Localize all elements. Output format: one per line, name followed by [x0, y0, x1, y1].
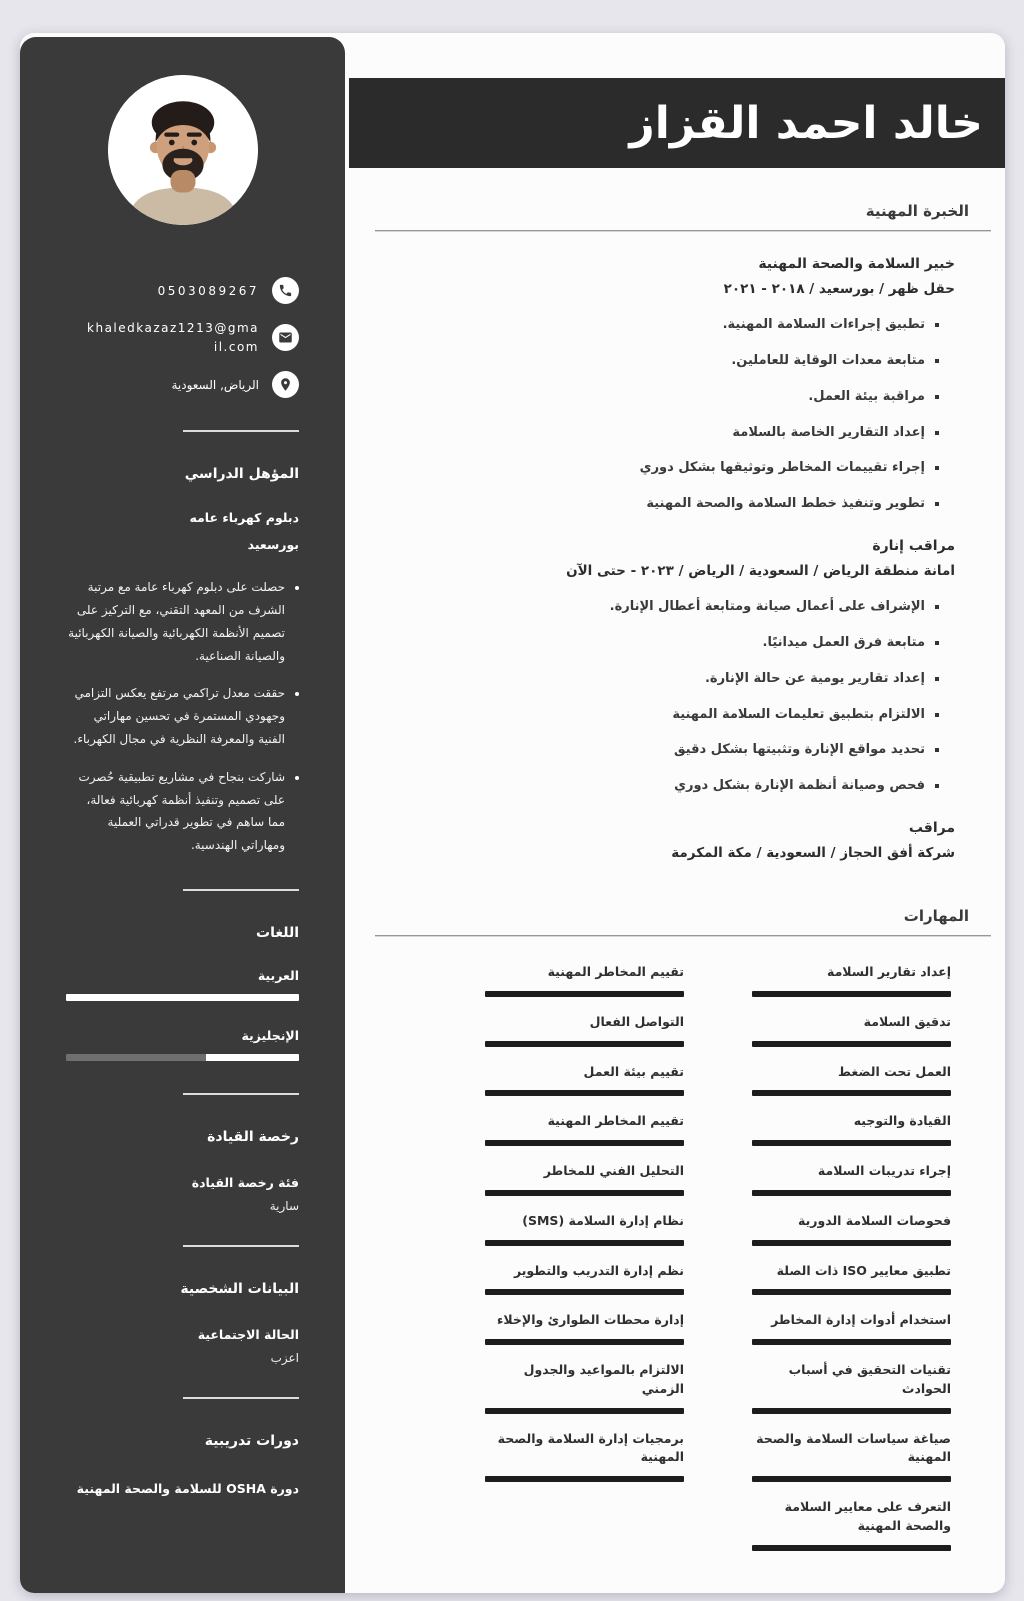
contact-phone-row	[66, 277, 299, 304]
skill-label: التحليل الفني للمخاطر	[543, 1163, 684, 1179]
skill-item	[485, 1112, 684, 1146]
skill-item	[752, 1013, 951, 1047]
email-address: khaledkazaz1213@gmail.com	[87, 321, 259, 354]
job-duty-item: إعداد تقارير يومية عن حالة الإنارة.	[375, 670, 941, 689]
skill-label: تدقيق السلامة	[863, 1013, 951, 1029]
section-divider	[375, 230, 991, 232]
skill-level-bar	[752, 1289, 951, 1295]
skill-label: القيادة والتوجيه	[853, 1113, 951, 1129]
license-status: سارية	[269, 1198, 299, 1213]
phone-number: 0503089267	[157, 283, 259, 298]
education-section	[66, 466, 299, 857]
job-duties-list	[375, 316, 941, 514]
skill-level-bar	[752, 1339, 951, 1345]
sidebar-divider	[183, 430, 299, 432]
job-title: خبير السلامة والصحة المهنية	[758, 256, 955, 272]
driving-license-section-title: رخصة القيادة	[207, 1128, 299, 1145]
job-duty-item: الإشراف على أعمال صيانة ومتابعة أعطال الإنارة.	[375, 598, 941, 617]
section-divider	[375, 935, 991, 937]
driving-license-section	[66, 1129, 299, 1213]
language-item	[66, 968, 299, 1001]
skill-item	[485, 1162, 684, 1196]
skill-level-bar	[485, 1190, 684, 1196]
skill-item	[485, 1063, 684, 1097]
personal-data-section-title: البيانات الشخصية	[180, 1280, 299, 1297]
courses-section	[66, 1433, 299, 1499]
job-title: مراقب إنارة	[872, 538, 955, 555]
sidebar	[20, 37, 345, 1593]
skill-label: تطبيق معايير ISO ذات الصلة	[776, 1262, 951, 1278]
skill-item	[752, 963, 951, 997]
skill-level-bar	[752, 1140, 951, 1146]
skill-item	[752, 1430, 951, 1483]
skill-label: إعداد تقارير السلامة	[826, 964, 951, 980]
language-name: الإنجليزية	[241, 1027, 299, 1043]
courses-list	[66, 1479, 299, 1499]
job-duty-item: مراقبة بيئة العمل.	[375, 388, 941, 407]
skill-level-bar	[752, 1190, 951, 1196]
education-bullet: حققت معدل تراكمي مرتفع يعكس التزامي وجهودي المستمرة في تحسين مهاراتي الفنية والمعرفة النظرية في مجال الكهرباء.	[66, 682, 299, 750]
experience-section-title: الخبرة المهنية	[865, 202, 969, 220]
personal-data-section	[66, 1281, 299, 1365]
job-duty-item: تطوير وتنفيذ خطط السلامة والصحة المهنية	[375, 495, 941, 514]
skill-label: تقييم بيئة العمل	[583, 1063, 684, 1079]
skills-section-title: المهارات	[903, 907, 969, 926]
contact-email-row	[66, 319, 299, 356]
job-duty-item: إعداد التقارير الخاصة بالسلامة	[375, 424, 941, 443]
languages-section-title: اللغات	[256, 924, 299, 941]
education-bullet: شاركت بنجاح في مشاريع تطبيقية حُصرت على تصميم وتنفيذ أنظمة كهربائية فعالة، مما ساهم في تطوير قدراتي العملية ومهاراتي الهندسية.	[66, 766, 299, 857]
marital-status-label: الحالة الاجتماعية	[197, 1326, 299, 1342]
jobs-list	[375, 256, 991, 861]
location-pin-icon	[272, 371, 299, 398]
skill-level-bar	[485, 1339, 684, 1345]
skill-label: استخدام أدوات إدارة المخاطر	[771, 1312, 951, 1328]
skill-label: تقييم المخاطر المهنية	[547, 1113, 684, 1129]
skill-level-bar	[485, 1041, 684, 1047]
language-bar-fill	[66, 994, 299, 1001]
skill-item	[485, 1013, 684, 1047]
skill-item	[752, 1112, 951, 1146]
skill-item	[485, 963, 684, 997]
education-place: بورسعيد	[247, 537, 299, 553]
location-text: الرياض, السعودية	[171, 377, 259, 392]
skill-level-bar	[752, 1041, 951, 1047]
skill-label: نظام إدارة السلامة (SMS)	[522, 1212, 684, 1228]
sidebar-divider	[183, 1397, 299, 1399]
candidate-name: خالد احمد القزاز	[629, 97, 983, 149]
skill-label: صياغة سياسات السلامة والصحة المهنية	[756, 1430, 951, 1465]
skill-item	[752, 1361, 951, 1414]
skill-level-bar	[752, 991, 951, 997]
education-degree: دبلوم كهرباء عامه	[189, 510, 299, 526]
skill-item	[752, 1262, 951, 1296]
profile-photo-frame	[108, 75, 258, 225]
sidebar-divider	[183, 1093, 299, 1095]
sidebar-divider	[183, 1245, 299, 1247]
skill-level-bar	[485, 991, 684, 997]
job-meta: شركة أفق الحجاز / السعودية / مكة المكرمة	[671, 845, 955, 862]
skill-label: الالتزام بالمواعيد والجدول الزمني	[523, 1362, 684, 1396]
skill-level-bar	[752, 1090, 951, 1096]
skill-item	[485, 1311, 684, 1345]
skill-label: إدارة محطات الطوارئ والإخلاء	[497, 1312, 684, 1328]
skill-level-bar	[485, 1289, 684, 1295]
language-name: العربية	[257, 967, 299, 983]
skill-level-bar	[752, 1545, 951, 1551]
job-duties-list	[375, 598, 941, 796]
education-bullets	[66, 576, 299, 857]
phone-icon	[272, 277, 299, 304]
skill-item	[485, 1361, 684, 1414]
skill-label: التعرف على معايير السلامة والصحة المهنية	[784, 1499, 951, 1533]
skill-label: فحوصات السلامة الدورية	[797, 1212, 951, 1228]
job-duty-item: إجراء تقييمات المخاطر وتوثيقها بشكل دوري	[375, 459, 941, 478]
skill-label: برمجيات إدارة السلامة والصحة المهنية	[497, 1430, 684, 1465]
job-duty-item: متابعة فرق العمل ميدانيًا.	[375, 634, 941, 653]
contact-block	[66, 277, 299, 398]
skill-level-bar	[752, 1476, 951, 1482]
skill-level-bar	[752, 1240, 951, 1246]
skill-level-bar	[485, 1408, 684, 1414]
job-entry	[375, 820, 955, 861]
job-entry	[375, 256, 955, 514]
contact-location-row	[66, 371, 299, 398]
job-duty-item: متابعة معدات الوقاية للعاملين.	[375, 352, 941, 371]
education-bullet: حصلت على دبلوم كهرباء عامة مع مرتبة الشرف من المعهد التقني، مع التركيز على تصميم الأنظمة الكهربائية والصيانة الكهربائية والصيانة الصناعية.	[66, 576, 299, 667]
name-banner	[349, 78, 1005, 168]
sidebar-divider	[183, 889, 299, 891]
envelope-icon	[272, 324, 299, 351]
language-bar-fill	[206, 1054, 299, 1061]
cv-page	[20, 33, 1005, 1593]
experience-section	[375, 202, 991, 861]
job-duty-item: تطبيق إجراءات السلامة المهنية.	[375, 316, 941, 335]
skill-level-bar	[485, 1140, 684, 1146]
skill-item	[752, 1498, 951, 1551]
job-duty-item: الالتزام بتطبيق تعليمات السلامة المهنية	[375, 706, 941, 725]
education-section-title: المؤهل الدراسي	[184, 466, 299, 483]
skill-item	[485, 1430, 684, 1483]
job-meta: حقل ظهر / بورسعيد / ٢٠١٨ - ٢٠٢١	[723, 281, 955, 297]
skills-section	[375, 907, 991, 1551]
skill-item	[485, 1212, 684, 1246]
language-bar-track	[66, 1054, 299, 1061]
languages-section	[66, 925, 299, 1061]
skill-label: تقييم المخاطر المهنية	[547, 964, 684, 980]
marital-status-value: اعزب	[270, 1350, 299, 1365]
skill-level-bar	[485, 1476, 684, 1482]
skill-item	[752, 1162, 951, 1196]
license-category-label: فئة رخصة القيادة	[191, 1174, 299, 1190]
skill-item	[485, 1262, 684, 1296]
job-meta: امانة منطقة الرياض / السعودية / الرياض / ٢٠٢٣ - حتى الآن	[566, 563, 955, 580]
languages-list	[66, 968, 299, 1061]
main-column	[349, 33, 1005, 1593]
skill-label: تقنيات التحقيق في أسباب الحوادث	[788, 1362, 951, 1396]
skill-item	[752, 1311, 951, 1345]
skill-item	[752, 1063, 951, 1097]
courses-section-title: دورات تدريبية	[204, 1432, 299, 1449]
skill-label: العمل تحت الضغط	[838, 1063, 951, 1079]
skill-item	[752, 1212, 951, 1246]
skill-label: التواصل الفعال	[589, 1013, 684, 1029]
language-bar-track	[66, 994, 299, 1001]
job-title: مراقب	[908, 820, 955, 837]
skill-level-bar	[752, 1408, 951, 1414]
job-duty-item: تحديد مواقع الإنارة وتثبيتها بشكل دقيق	[375, 741, 941, 760]
job-entry	[375, 538, 955, 796]
skill-level-bar	[485, 1090, 684, 1096]
job-duty-item: فحص وصيانة أنظمة الإنارة بشكل دوري	[375, 777, 941, 796]
main-content	[349, 202, 1005, 1551]
course-item: دورة OSHA للسلامة والصحة المهنية	[76, 1480, 299, 1496]
language-item	[66, 1028, 299, 1061]
skill-label: إجراء تدريبات السلامة	[817, 1163, 951, 1179]
skill-label: نظم إدارة التدريب والتطوير	[513, 1262, 684, 1278]
profile-photo	[108, 75, 258, 225]
skill-level-bar	[485, 1240, 684, 1246]
skills-grid	[485, 963, 951, 1551]
